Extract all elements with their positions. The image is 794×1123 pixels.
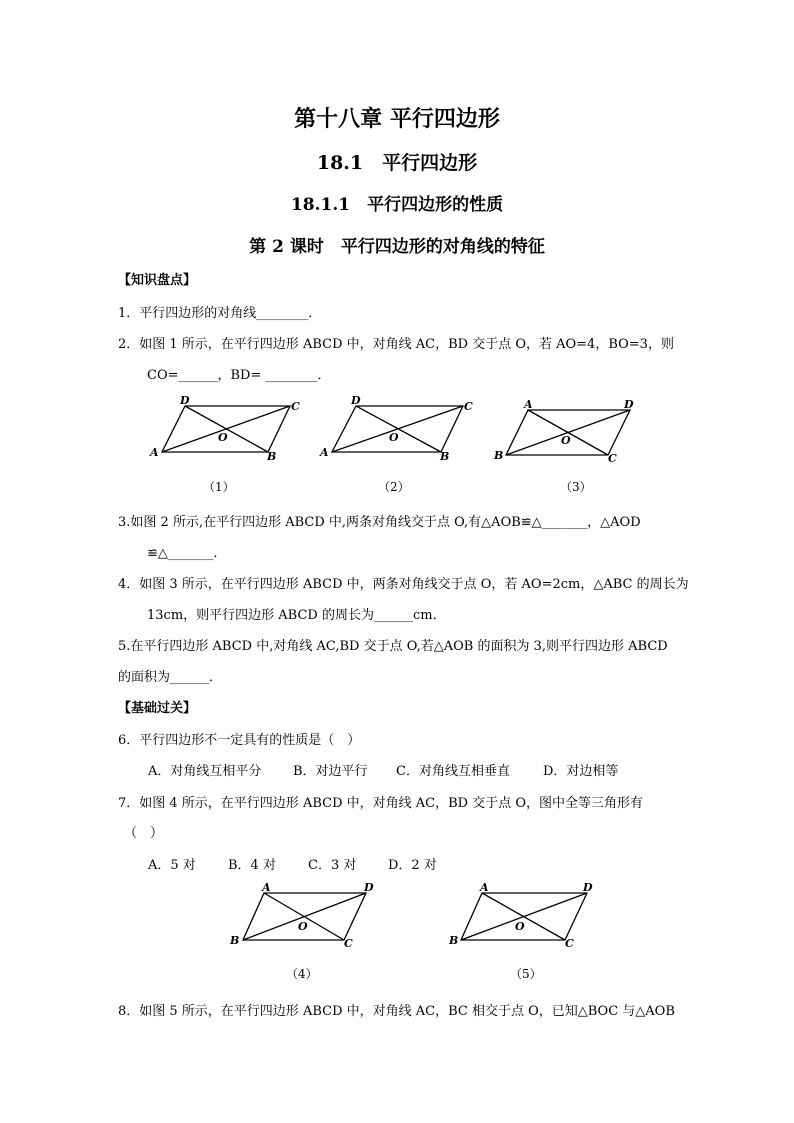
figure-1-label-o: O <box>218 431 228 444</box>
section-heading-knowledge: 【知识盘点】 <box>118 273 197 288</box>
question-7-option-c: C．3 对 <box>308 858 357 873</box>
subsection-title: 18.1.1 平行四边形的性质 <box>290 195 504 215</box>
question-7-option-b: B．4 对 <box>228 858 276 873</box>
question-7-line-2: （ ） <box>124 826 164 841</box>
figure-3 <box>506 410 630 455</box>
figure-4-label-c: C <box>344 937 353 950</box>
figure-4-label-o: O <box>298 920 308 933</box>
question-8-line-1: 8．如图 5 所示，在平行四边形 ABCD 中，对角线 AC，BC 相交于点 O，已知△BOC 与△AOB <box>118 1004 675 1019</box>
lesson-title: 第 2 课时 平行四边形的对角线的特征 <box>249 237 545 257</box>
question-6-option-a: A．对角线互相平分 <box>148 764 262 779</box>
question-6: 6．平行四边形不一定具有的性质是（ ） <box>118 733 361 748</box>
question-7-line-1: 7．如图 4 所示，在平行四边形 ABCD 中，对角线 AC，BD 交于点 O，图中全等三角形有 <box>118 796 643 811</box>
question-6-option-c: C．对角线互相垂直 <box>396 764 510 779</box>
figure-3-label-a: A <box>524 398 533 411</box>
figure-1-label-d: D <box>180 394 190 407</box>
figure-5-label-b: B <box>449 934 459 947</box>
figure-2-label-o: O <box>389 431 399 444</box>
question-1: 1．平行四边形的对角线________． <box>118 306 322 321</box>
question-3-line-1: 3.如图 2 所示,在平行四边形 ABCD 中,两条对角线交于点 O,有△AOB≌△_______，△AOD <box>118 515 641 530</box>
question-4-line-2: 13cm，则平行四边形 ABCD 的周长为______cm． <box>147 608 446 623</box>
question-5-line-2: 的面积为______． <box>118 670 223 685</box>
figure-1 <box>162 406 290 452</box>
figure-5-label-a: A <box>480 881 489 894</box>
figure-2 <box>332 406 463 452</box>
figure-3-label-c: C <box>608 452 617 465</box>
figure-4-label-d: D <box>364 881 374 894</box>
figure-3-caption: （3） <box>560 480 592 494</box>
figure-2-label-b: B <box>440 450 450 463</box>
figure-3-label-o: O <box>561 434 571 447</box>
figure-2-label-d: D <box>351 394 361 407</box>
question-6-option-d: D．对边相等 <box>543 764 619 779</box>
figure-1-label-b: B <box>267 450 277 463</box>
figure-5-label-d: D <box>583 881 593 894</box>
question-7-option-a: A．5 对 <box>148 858 196 873</box>
question-5-line-1: 5.在平行四边形 ABCD 中,对角线 AC,BD 交于点 O,若△AOB 的面积为 3,则平行四边形 ABCD <box>118 639 668 654</box>
figure-4-label-b: B <box>230 934 240 947</box>
chapter-title: 第十八章 平行四边形 <box>294 106 500 132</box>
question-6-options <box>148 760 618 779</box>
question-6-option-b: B．对边平行 <box>293 764 368 779</box>
question-7-options <box>148 854 437 873</box>
question-4-line-1: 4．如图 3 所示，在平行四边形 ABCD 中，两条对角线交于点 O，若 AO=2cm，△ABC 的周长为 <box>118 577 689 592</box>
figure-1-label-a: A <box>150 446 159 459</box>
figure-5-label-c: C <box>565 937 574 950</box>
figure-5-caption: （5） <box>510 967 542 981</box>
figure-3-label-b: B <box>494 449 504 462</box>
question-3-line-2: ≌△_______． <box>147 546 227 561</box>
section-heading-basic: 【基础过关】 <box>118 701 197 716</box>
question-7-option-d: D．2 对 <box>388 858 437 873</box>
figure-4-label-a: A <box>262 881 271 894</box>
figure-1-label-c: C <box>291 400 300 413</box>
figure-3-label-d: D <box>624 398 634 411</box>
figure-2-label-c: C <box>464 400 473 413</box>
section-title: 18.1 平行四边形 <box>316 152 478 174</box>
figure-2-label-a: A <box>320 446 329 459</box>
figure-1-caption: （1） <box>203 480 235 494</box>
figure-4-caption: （4） <box>286 967 318 981</box>
figure-2-caption: （2） <box>378 480 410 494</box>
figure-5-label-o: O <box>515 920 525 933</box>
question-2-line-2: CO=______，BD= ________． <box>147 368 331 383</box>
question-2-line-1: 2．如图 1 所示，在平行四边形 ABCD 中，对角线 AC，BD 交于点 O，若 AO=4，BO=3，则 <box>118 337 674 352</box>
